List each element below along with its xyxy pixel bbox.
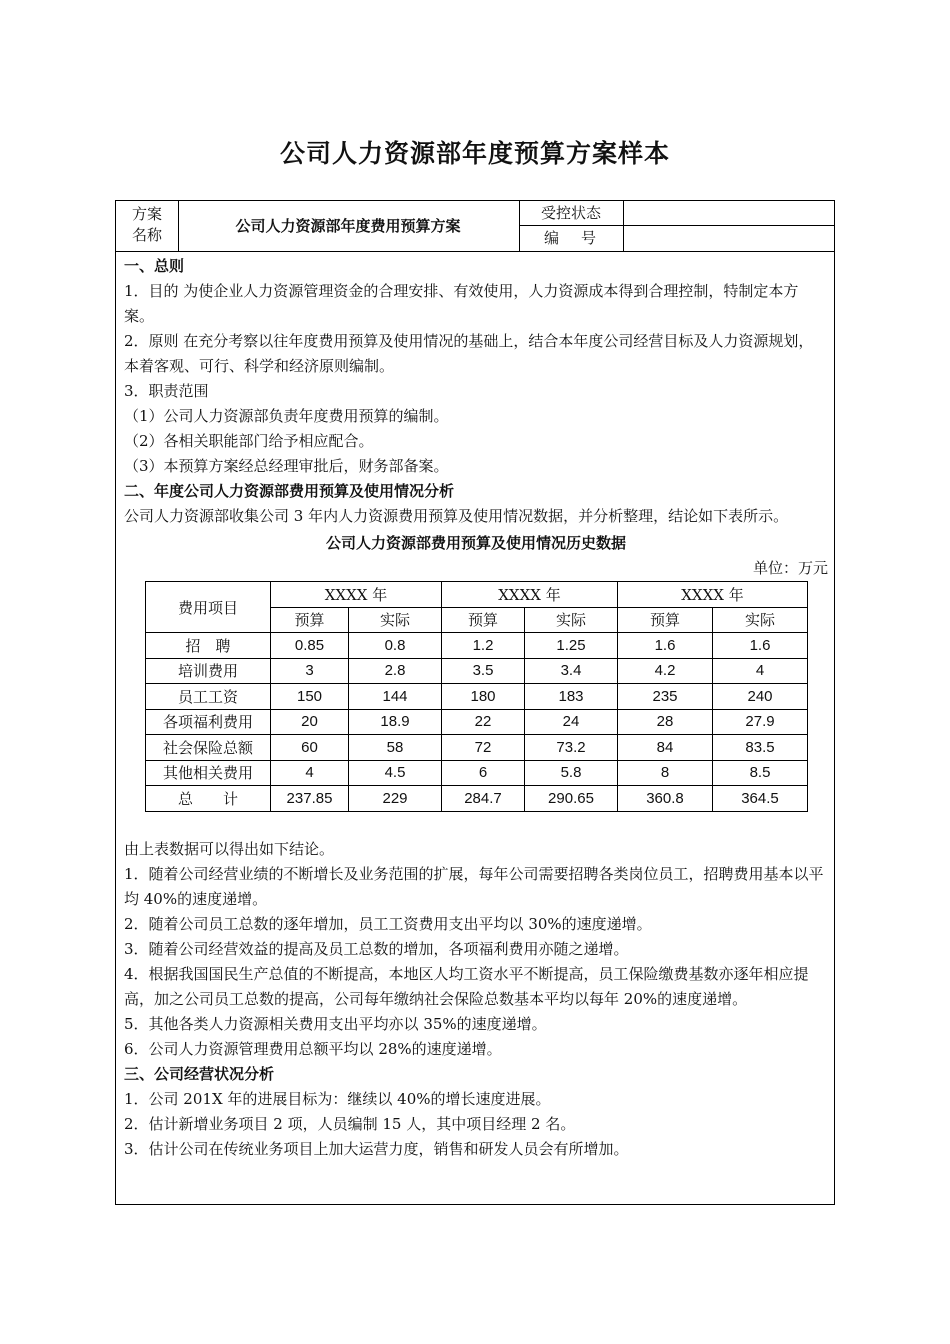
- row-item-label: 员工工资: [146, 684, 271, 710]
- conclusion-1: 1．随着公司经营业绩的不断增长及业务范围的扩展，每年公司需要招聘各类岗位员工，招聘费用基本以平均 40%的速度递增。: [124, 864, 824, 908]
- col-header-item: 费用项目: [146, 582, 271, 633]
- table-cell: 60: [271, 735, 349, 761]
- table-cell: 4.2: [618, 658, 713, 684]
- section-3-heading: 三、公司经营状况分析: [124, 1064, 275, 1083]
- table-row: [146, 735, 808, 761]
- table-cell: 22: [442, 709, 525, 735]
- plan-name-value: 公司人力资源部年度费用预算方案: [235, 217, 461, 235]
- table-cell: 360.8: [618, 786, 713, 812]
- document-title: 公司人力资源部年度预算方案样本: [279, 139, 670, 168]
- section-3-item-3: 3．估计公司在传统业务项目上加大运营力度，销售和研发人员会有所增加。: [124, 1139, 629, 1158]
- table-cell: 3.4: [525, 658, 618, 684]
- table-cell: 3: [271, 658, 349, 684]
- section-2-intro: 公司人力资源部收集公司 3 年内人力资源费用预算及使用情况数据，并分析整理，结论如下表所示。: [124, 507, 789, 525]
- row-item-label: 各项福利费用: [146, 709, 271, 735]
- table-cell: 73.2: [525, 735, 618, 761]
- table-cell: 183: [525, 684, 618, 710]
- conclusion-6: 6．公司人力资源管理费用总额平均以 28%的速度递增。: [124, 1039, 502, 1058]
- col-header-actual: 实际: [713, 607, 808, 633]
- table-cell: 28: [618, 709, 713, 735]
- control-status-label: 受控状态: [540, 204, 601, 222]
- table-row: [146, 709, 808, 735]
- col-header-budget: 预算: [618, 607, 713, 633]
- table-cell: 144: [349, 684, 442, 710]
- table-cell: 240: [713, 684, 808, 710]
- section-1-scope-item-3: （3）本预算方案经总经理审批后，财务部备案。: [124, 457, 449, 475]
- section-3-item-2: 2．估计新增业务项目 2 项，人员编制 15 人，其中项目经理 2 名。: [124, 1114, 576, 1133]
- section-1-scope: 3．职责范围: [124, 382, 209, 400]
- row-item-label: 培训费用: [146, 658, 271, 684]
- table-cell: 3.5: [442, 658, 525, 684]
- plan-header: [116, 201, 834, 252]
- table-cell: 364.5: [713, 786, 808, 812]
- conclusion-3: 3．随着公司经营效益的提高及员工总数的增加，各项福利费用亦随之递增。: [124, 939, 629, 958]
- table-cell: 24: [525, 709, 618, 735]
- row-item-label: 招 聘: [146, 633, 271, 659]
- section-1-purpose: 1．目的 为使企业人力资源管理资金的合理安排、有效使用，人力资源成本得到合理控制，特制定本方案。: [124, 282, 799, 325]
- history-table-unit: 单位：万元: [752, 559, 828, 577]
- row-item-label: 其他相关费用: [146, 760, 271, 786]
- table-cell: 180: [442, 684, 525, 710]
- section-1-heading: 一、总则: [124, 257, 185, 275]
- table-row: [146, 684, 808, 710]
- history-table-title: 公司人力资源部费用预算及使用情况历史数据: [325, 534, 626, 552]
- section-3-item-1: 1．公司 201X 年的进展目标为：继续以 40%的增长速度进展。: [124, 1089, 551, 1108]
- plan-name-label: [116, 201, 178, 251]
- control-status-value[interactable]: [624, 201, 834, 225]
- section-1-principle: 2．原则 在充分考察以往年度费用预算及使用情况的基础上，结合本年度公司经营目标及人力资源规划，本着客观、可行、科学和经济原则编制。: [124, 332, 814, 375]
- document-number-label: 编号: [543, 229, 618, 247]
- row-item-label: 社会保险总额: [146, 735, 271, 761]
- table-cell: 229: [349, 786, 442, 812]
- plan-name-label-line2: 名称: [131, 226, 162, 244]
- table-cell: 6: [442, 760, 525, 786]
- table-cell: 5.8: [525, 760, 618, 786]
- table-row: [146, 633, 808, 659]
- table-cell: 8.5: [713, 760, 808, 786]
- table-row: [146, 658, 808, 684]
- table-header-row: [146, 582, 808, 608]
- table-cell: 4.5: [349, 760, 442, 786]
- table-cell: 4: [271, 760, 349, 786]
- section-1-scope-item-2: （2）各相关职能部门给予相应配合。: [124, 432, 374, 450]
- history-data-table: [145, 581, 808, 812]
- table-cell: 1.6: [713, 633, 808, 659]
- table-cell: 150: [271, 684, 349, 710]
- col-header-actual: 实际: [349, 607, 442, 633]
- section-1-scope-item-1: （1）公司人力资源部负责年度费用预算的编制。: [124, 407, 449, 425]
- plan-name-label-line1: 方案: [131, 205, 162, 223]
- table-cell: 1.25: [525, 633, 618, 659]
- plan-form: [115, 200, 835, 1205]
- table-cell: 0.8: [349, 633, 442, 659]
- conclusion-intro: 由上表数据可以得出如下结论。: [124, 839, 335, 858]
- col-header-year-3: XXXX 年: [618, 582, 808, 608]
- col-header-budget: 预算: [271, 607, 349, 633]
- table-cell: 84: [618, 735, 713, 761]
- table-cell: 8: [618, 760, 713, 786]
- table-cell: 284.7: [442, 786, 525, 812]
- table-cell: 72: [442, 735, 525, 761]
- conclusion-4: 4．根据我国国民生产总值的不断提高，本地区人均工资水平不断提高，员工保险缴费基数亦逐年相应提高，加之公司员工总数的提高，公司每年缴纳社会保险总数基本平均以每年 20%的速度递增。: [124, 964, 809, 1008]
- table-cell: 237.85: [271, 786, 349, 812]
- col-header-budget: 预算: [442, 607, 525, 633]
- conclusion-5: 5．其他各类人力资源相关费用支出平均亦以 35%的速度递增。: [124, 1014, 547, 1033]
- plan-body: [124, 254, 828, 1162]
- table-cell: 290.65: [525, 786, 618, 812]
- col-header-actual: 实际: [525, 607, 618, 633]
- col-header-year-1: XXXX 年: [271, 582, 442, 608]
- table-cell: 4: [713, 658, 808, 684]
- table-cell: 1.2: [442, 633, 525, 659]
- table-cell: 83.5: [713, 735, 808, 761]
- document-number-value[interactable]: [624, 226, 834, 251]
- table-cell: 0.85: [271, 633, 349, 659]
- conclusion-2: 2．随着公司员工总数的逐年增加，员工工资费用支出平均以 30%的速度递增。: [124, 914, 652, 933]
- table-cell: 235: [618, 684, 713, 710]
- table-row: [146, 760, 808, 786]
- table-cell: 20: [271, 709, 349, 735]
- row-item-label: 总 计: [146, 786, 271, 812]
- table-cell: 27.9: [713, 709, 808, 735]
- table-cell: 1.6: [618, 633, 713, 659]
- col-header-year-2: XXXX 年: [442, 582, 618, 608]
- table-total-row: [146, 786, 808, 812]
- table-cell: 58: [349, 735, 442, 761]
- table-cell: 2.8: [349, 658, 442, 684]
- section-2-heading: 二、年度公司人力资源部费用预算及使用情况分析: [124, 482, 455, 500]
- table-cell: 18.9: [349, 709, 442, 735]
